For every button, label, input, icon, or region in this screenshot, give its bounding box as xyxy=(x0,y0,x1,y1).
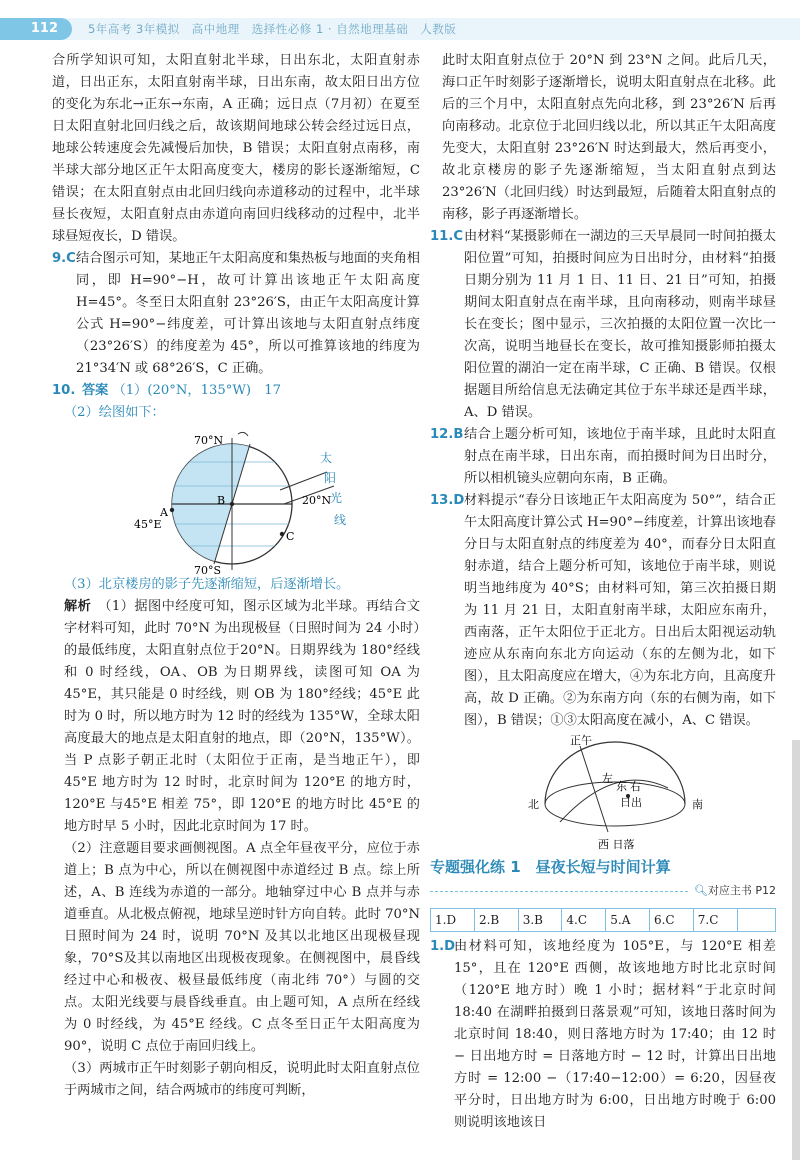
section-ref-row xyxy=(430,880,776,902)
q10-analysis-1: 解析 （1）据图中经度可知，图示区域为北半球。再结合文字材料可知，此时 70°N 为出现极昼（日照时间为 24 小时）的最低纬度，太阳直射点位于20°N。日期界线为 180°经线和 0 时经线，OA、OB 为日期界线，读图可知 OA 为 45°E，其只能是 0 时经线，则 OB 为 180°经线；45°E 此时为 0 时，所以地方时为 12 时的经线为 135°W，全球太阳高度最大的地点是太阳直射的地点，即（20°N，135°W）。当 P 点影子朝正北时（太阳位于正南，是当地正午），即 45°E 地方时为 12 时时，北京时间为 120°E 的地方时，120°E 与45°E 相差 75°，即 120°E 的地方时比 45°E 的地方时早 5 小时，因此北京时间为 17 时。 xyxy=(64,599,420,834)
answer-cell: 6.C xyxy=(649,909,693,932)
answer-cell: 1.D xyxy=(431,909,475,932)
q10-answer-3: （3）北京楼房的影子先逐渐缩短，后逐渐增长。 xyxy=(64,577,350,592)
answer-cell: 3.B xyxy=(518,909,562,932)
answer-cell: 7.C xyxy=(693,909,737,932)
question-11 xyxy=(430,226,776,424)
header-title: 5年高考 3年模拟 高中地理 选择性必修 1 · 自然地理基础 人教版 xyxy=(88,22,457,36)
sunlight-char-1: 太 xyxy=(320,451,333,465)
sun-path-figure xyxy=(430,732,776,852)
question-10 xyxy=(52,380,420,402)
s-q1-explanation: 由材料可知，该地经度为 105°E，与 120°E 相差 15°，且在 120°E 西侧，故该地地方时比北京时间（120°E 地方时）晚 1 小时；据材料“于北京时间 18:40 在湖畔拍摄到日落景观”可知，该地日落时间为北京时间 18:40，则日落地方时为 17:40；由 12 时 − 日出地方时 = 日落地方时 − 12 时，计算出日出地方时 = 12:00 −（17:40−12:00）= 6:20，因昼夜平分时，日出地方时为 6:00，日出地方时晚于 6:00 则说明该地该日 xyxy=(454,939,776,1130)
section-header xyxy=(430,856,776,902)
left-column xyxy=(52,50,420,1102)
answer-table xyxy=(430,908,776,932)
label-sunset: 西 日落 xyxy=(598,838,635,851)
point-a: A xyxy=(160,506,168,519)
q12-explanation: 结合上题分析可知，该地位于南半球，且此时太阳直射点在南半球，日出东南，而拍摄时间为日出时分，所以相机镜头应朝向东南，B 正确。 xyxy=(464,427,776,486)
label-45e: 45°E xyxy=(134,518,162,531)
label-south: 南 xyxy=(692,798,703,811)
section-reference: 对应主书 P12 xyxy=(707,884,776,897)
label-east: 东 xyxy=(616,780,627,793)
q9-number: 9.C xyxy=(52,251,76,266)
q13-explanation: 材料提示“春分日该地正午太阳高度为 50°”，结合正午太阳高度计算公式 H=90°−纬度差，计算出该地春分日与太阳直射点的纬度差为 40°，而春分日太阳直射赤道，结合上题分析可知，该地位于南半球，则说明当地纬度为 40°S；由材料可知，第三次拍摄日期为 11 月 21 日，太阳直射南半球，太阳应东南升，西南落，正午太阳位于正北方。日出后太阳视运动轨迹应从东南向东北方向运动（东的左侧为北，如下图），且太阳高度应在增大，④为东北方向，且高度升高，故 D 正确。②为东南方向（东的右侧为南，如下图），B 错误；①③太阳高度在减小，A、C 错误。 xyxy=(464,493,776,728)
section-title: 专题强化练 1 昼夜长短与时间计算 xyxy=(430,858,671,876)
answer-cell-empty xyxy=(737,909,775,932)
paragraph-continued: 合所学知识可知，太阳直射北半球，日出东北，太阳直射赤道，日出正东，太阳直射南半球，日出东南，故太阳日出方位的变化为东北→正东→东南，A 正确；远日点（7月初）在夏至日太阳直射北回归线之后，故该期间地球公转会经过远日点，地球公转速度会先减慢后加快，B 错误；太阳直射点南移，南半球大部分地区正午太阳高度变大，楼房的影长逐渐缩短，C 错误；在太阳直射点由北回归线向赤道移动的过程中，北半球昼长夜短，太阳直射点由赤道向南回归线移动的过程中，北半球昼短夜长，D 错误。 xyxy=(52,53,420,244)
sunlight-char-2: 阳 xyxy=(324,471,337,485)
q10-answer-label: 答案 xyxy=(82,383,109,398)
q11-explanation: 由材料“某摄影师在一湖边的三天早晨同一时间拍摄太阳位置”可知，拍摄时间应为日出时分，由材料“拍摄日期分别为 11 月 1 日、11 日、21 日”可知，拍摄期间太阳直射点在南半球，且向南移动，则南半球昼长在变长；图中显示，三次拍摄的太阳位置一次比一次高，说明当地昼长在变长，故可推知摄影师拍摄太阳位置的湖泊一定在南半球，C 正确、B 错误。仅根据题目所给信息无法确定其位于东半球还是西半球，A、D 错误。 xyxy=(464,229,776,420)
answer-cell: 5.A xyxy=(606,909,650,932)
question-13 xyxy=(430,490,776,732)
q10-analysis-2: （2）注意题目要求画侧视图。A 点全年昼夜平分，应位于赤道上；B 点为中心，所以在侧视图中赤道经过 B 点。综上所述，A、B 连线为赤道的一部分。地轴穿过中心 B 点并与赤道垂直。从北极点俯视，地球呈逆时针方向自转。此时 70°N 日照时间为 24 时，说明 70°N 及其以北地区出现极昼现象，70°S及其以南地区出现极夜现象。在侧视图中，晨昏线经过中心和极夜、极昼最低纬度（南北纬 70°）与圆的交点。太阳光线要与晨昏线垂直。由上题可知，A 点所在经线为 0 时经线，为 45°E 经线。C 点冬至日正午太阳高度为 90°，说明 C 点位于南回归线上。 xyxy=(64,841,420,1054)
page-edge-tab xyxy=(792,740,800,1160)
sunlight-char-3: 光 xyxy=(330,491,343,505)
analysis-label: 解析 xyxy=(64,599,92,614)
label-noon: 正午 xyxy=(570,734,592,747)
label-right: 右 xyxy=(630,780,641,793)
question-12 xyxy=(430,424,776,490)
answer-cell: 4.C xyxy=(562,909,606,932)
q11-number: 11.C xyxy=(430,229,464,244)
section-question-1 xyxy=(430,936,776,1134)
q12-number: 12.B xyxy=(430,427,464,442)
sunlight-char-4: 线 xyxy=(334,513,347,527)
point-c: C xyxy=(286,530,295,543)
earth-diagram xyxy=(72,424,402,574)
q9-explanation: 结合图示可知，某地正午太阳高度和集热板与地面的夹角相同，即 H=90°−H，故可计算出该地正午太阳高度 H=45°。冬至日太阳直射 23°26′S，由正午太阳高度计算公式 H=90°−纬度差，可计算出该地与太阳直射点纬度（23°26′S）的纬度差为 45°，所以可推算该地的纬度为 21°34′N 或 68°26′S，C 正确。 xyxy=(76,251,420,376)
right-column xyxy=(430,50,776,1134)
dashed-divider xyxy=(430,891,688,892)
question-9 xyxy=(52,248,420,380)
label-20n: 20°N xyxy=(302,494,332,507)
label-70s: 70°S xyxy=(194,564,222,574)
search-icon: 🔍︎ xyxy=(693,884,708,897)
page-number: 112 xyxy=(0,18,72,40)
label-70n: 70°N xyxy=(194,434,224,447)
point-b: B xyxy=(217,494,226,507)
q13-number: 13.D xyxy=(430,493,465,508)
earth-side-view-figure xyxy=(72,424,420,574)
q10-number: 10. xyxy=(52,383,76,398)
q10-answer-1: （1）(20°N，135°W) 17 xyxy=(112,383,282,398)
page-header xyxy=(0,0,800,44)
sun-path-diagram xyxy=(430,732,776,852)
label-left: 左 xyxy=(602,772,613,785)
rotation-arrow-icon xyxy=(238,432,248,436)
label-north: 北 xyxy=(528,798,539,811)
s-q1-number: 1.D xyxy=(430,939,456,954)
q10-analysis-3-cont: 此时太阳直射点位于 20°N 到 23°N 之间。此后几天，海口正午时刻影子逐渐增长，说明太阳直射点在北移。此后的三个月中，太阳直射点先向北移，到 23°26′N 后再向南移动。北京位于北回归线以北，所以其正午太阳高度先变大，太阳直射 23°26′N 时达到最大，然后再变小，故北京楼房的影子先逐渐缩短，当太阳直射点到达 23°26′N（北回归线）时达到最短，后随着太阳直射点的南移，影子再逐渐增长。 xyxy=(442,53,776,222)
label-sunrise: 日出 xyxy=(620,796,642,809)
answer-cell: 2.B xyxy=(474,909,518,932)
q10-analysis-3: （3）两城市正午时刻影子朝向相反，说明此时太阳直射点位于两城市之间，结合两城市的纬度可判断， xyxy=(64,1061,420,1098)
q10-answer-2: （2）绘图如下： xyxy=(64,405,165,420)
